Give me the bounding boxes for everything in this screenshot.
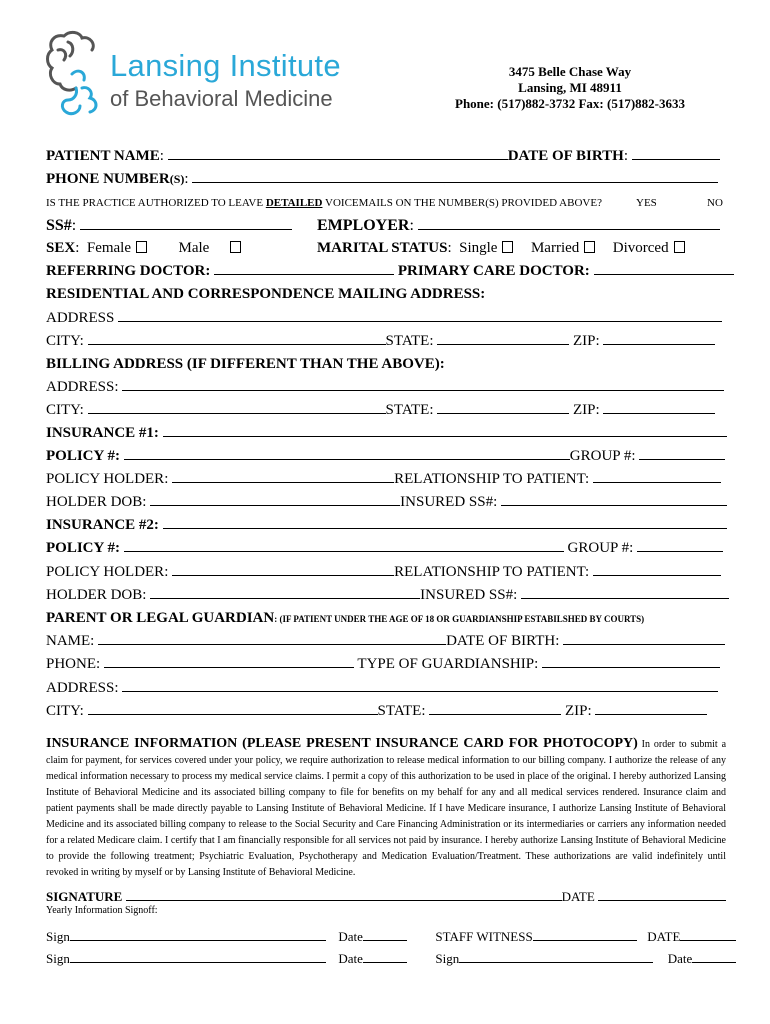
yearly-signoff-label: Yearly Information Signoff: [46,905,158,916]
pcp-label: PRIMARY CARE DOCTOR: [397,263,590,279]
voicemail-question [46,197,602,209]
ins2-insured-ss-field[interactable] [521,598,729,599]
insurance-info-lead: In order to submit a [637,739,727,750]
ins1-relationship-label: RELATIONSHIP TO PATIENT: [394,471,590,487]
divorced-checkbox[interactable] [674,241,685,253]
dob-label: DATE OF BIRTH [507,148,624,164]
signature-field[interactable] [126,900,562,901]
ins1-holder-row [46,471,721,488]
guardian-name-row [46,633,725,650]
ins1-group-field[interactable] [639,459,725,460]
voicemail-text-emphasis: DETAILED [265,197,323,209]
bill-city-label: CITY: [46,402,84,418]
married-label: Married [530,240,580,256]
signature-label: SIGNATURE [46,889,123,904]
ins1-holder-dob-label: HOLDER DOB: [46,494,147,510]
date2-field[interactable] [680,940,736,941]
single-checkbox[interactable] [502,241,513,253]
ins2-holder-field[interactable] [172,575,394,576]
brain-logo-icon [44,28,106,120]
male-checkbox[interactable] [230,241,241,253]
patient-name-field[interactable] [168,159,508,160]
employer-field[interactable] [418,229,720,230]
ss-row: SS#: [46,217,292,235]
res-state-field[interactable] [437,344,569,345]
guardian-name-label: NAME: [46,633,95,649]
residential-heading: RESIDENTIAL AND CORRESPONDENCE MAILING ADDRESS: [46,286,486,302]
address-street: 3475 Belle Chase Way [508,64,632,79]
bill-state-field[interactable] [437,413,569,414]
witness-label: STAFF WITNESS [435,929,533,944]
bill-address-row [46,379,724,396]
employer-label: EMPLOYER [317,217,410,234]
referring-field[interactable] [214,274,394,275]
date1-field[interactable] [363,940,407,941]
date4-field[interactable] [692,962,736,963]
ins1-insured-ss-label: INSURED SS#: [400,494,498,510]
voicemail-text-pre: IS THE PRACTICE AUTHORIZED TO LEAVE [46,197,266,209]
yearly-row-2 [46,951,736,967]
ins2-field[interactable] [163,528,727,529]
guardian-type-field[interactable] [542,667,720,668]
sex-label: SEX [46,240,76,256]
ins2-relationship-field[interactable] [593,575,721,576]
guardian-phone-label: PHONE: [46,656,101,672]
ins2-holder-dob-label: HOLDER DOB: [46,587,147,603]
ins1-holder-label: POLICY HOLDER: [46,471,169,487]
bill-city-field[interactable] [88,413,386,414]
bill-address-label: ADDRESS: [46,379,119,395]
ins1-relationship-field[interactable] [593,482,721,483]
guardian-address-row [46,680,718,697]
ins1-holder-dob-field[interactable] [150,505,400,506]
insurance-info-block [46,736,726,881]
res-city-row [46,333,715,350]
billing-heading: BILLING ADDRESS (IF DIFFERENT THAN THE ABOVE): [46,356,445,372]
phone-label: PHONE NUMBER [46,171,170,187]
guardian-city-field[interactable] [88,714,378,715]
guardian-heading-row [46,610,644,627]
address-phone: Phone: (517)882-3732 Fax: (517)882-3633 [455,96,685,111]
ins2-holder-dob-field[interactable] [150,598,420,599]
phone-row: PHONE NUMBER(S): [46,171,718,188]
ins1-holder-field[interactable] [172,482,394,483]
guardian-note: : (IF PATIENT UNDER THE AGE OF 18 OR GUARDIANSHIP ESTABILSHED BY COURTS) [274,614,645,624]
patient-name-label: PATIENT NAME [46,148,160,164]
bill-zip-field[interactable] [603,413,715,414]
guardian-dob-label: DATE OF BIRTH: [446,633,560,649]
insurance-info-body: claim for payment, for services covered under your policy, we require authorization to release medical information to our billing company. I authorize the release of any medical information necessary to process my medical service claims. I permit a copy of this authorization to be used in place of the original. I hereby authorized Lansing Institute of Behavioral Medicine and its associated billing company to file for benefits on my behalf for any and all medical services rendered. Insurance claim and patient payments shall be made directly payable to Lansing Institute of Behavioral Medicine. If I have Medicare insurance, I authorize Lansing Institute of Behavioral Medicine and its associated billing company to release to the Social Security and Care Financing Administration or its intermediaries or carriers any information needed for a related Medicare claim. I certify that I am financially responsible for all services not paid by insurance. I hereby authorize Lansing Institute of Behavioral Medicine to provide the following treatment; Psychiatric Evaluation, Psychotherapy and Medication Evaluation/Treatment. These authorizations are valid indefinitely until revoked in writing by myself or by Lansing Institute of Behavioral Medicine. [46,755,726,878]
guardian-phone-field[interactable] [104,667,354,668]
ins2-row [46,517,727,534]
pcp-field[interactable] [594,274,734,275]
referring-label: REFERRING DOCTOR: [46,263,211,279]
ins2-relationship-label: RELATIONSHIP TO PATIENT: [394,564,590,580]
date3-label: Date [338,951,363,966]
guardian-dob-field[interactable] [563,644,725,645]
bill-city-row [46,402,715,419]
yearly-row-1 [46,929,736,945]
marital-row: MARITAL STATUS: Single Married Divorced [317,240,685,257]
guardian-name-field[interactable] [98,644,446,645]
male-label: Male [178,240,210,256]
guardian-city-label: CITY: [46,703,84,719]
phone-suffix: (S) [169,172,185,186]
ins2-dob-row [46,587,729,604]
guardian-zip-field[interactable] [595,714,707,715]
res-address-row [46,310,722,327]
practice-address [440,64,700,112]
ins1-label: INSURANCE #1: [46,425,159,441]
guardian-zip-label: ZIP: [565,703,592,719]
sign2-label: Sign [46,951,70,966]
ins2-holder-label: POLICY HOLDER: [46,564,169,580]
insurance-info-heading: INSURANCE INFORMATION (PLEASE PRESENT INSURANCE CARD FOR PHOTOCOPY) [46,736,638,751]
signature-date-label: DATE [561,889,595,904]
ins1-dob-row [46,494,727,511]
sign3-label: Sign [435,951,460,966]
bill-address-field[interactable] [122,390,724,391]
sign2-field[interactable] [70,962,326,963]
single-label: Single [459,240,498,256]
date3-field[interactable] [363,962,407,963]
ins1-policy-label: POLICY #: [46,448,121,464]
ins2-holder-row [46,564,721,581]
ins2-policy-label: POLICY #: [46,540,121,556]
ins2-group-field[interactable] [637,551,723,552]
sign1-label: Sign [46,929,70,944]
guardian-city-row [46,703,707,720]
voicemail-yes[interactable]: YES [636,197,657,209]
logo-subtitle: of Behavioral Medicine [110,86,333,111]
res-city-field[interactable] [88,344,386,345]
guardian-heading: PARENT OR LEGAL GUARDIAN [46,610,275,626]
guardian-state-label: STATE: [377,703,426,719]
patient-name-row: PATIENT NAME: DATE OF BIRTH: [46,148,720,165]
voicemail-no[interactable]: NO [707,197,723,209]
ss-label: SS# [46,217,72,234]
divorced-label: Divorced [612,240,669,256]
bill-state-label: STATE: [385,402,434,418]
res-zip-field[interactable] [603,344,715,345]
ins2-policy-field[interactable] [124,551,564,552]
res-address-label: ADDRESS [46,310,115,326]
female-checkbox[interactable] [136,241,147,253]
guardian-phone-row [46,656,720,673]
ins1-row [46,425,727,442]
res-address-field[interactable] [118,321,722,322]
ins2-label: INSURANCE #2: [46,517,159,533]
ins1-field[interactable] [163,436,727,437]
marital-label: MARITAL STATUS [317,240,448,256]
date2-label: DATE [647,929,681,944]
married-checkbox[interactable] [584,241,595,253]
date4-label: Date [667,951,693,966]
ins1-policy-row [46,448,725,465]
guardian-address-field[interactable] [122,691,718,692]
ins1-insured-ss-field[interactable] [501,505,727,506]
sign1-field[interactable] [70,940,326,941]
employer-row: EMPLOYER: [317,217,720,235]
bill-zip-label: ZIP: [573,402,600,418]
guardian-address-label: ADDRESS: [46,680,119,696]
sign3-field[interactable] [459,962,653,963]
res-city-label: CITY: [46,333,84,349]
ins1-policy-field[interactable] [124,459,570,460]
doctors-row [46,263,734,280]
ins2-group-label: GROUP #: [567,540,634,556]
sex-row: SEX: Female Male [46,240,241,257]
address-city: Lansing, MI 48911 [518,80,622,95]
ins2-policy-row [46,540,723,557]
signature-date-field[interactable] [598,900,726,901]
ins2-insured-ss-label: INSURED SS#: [420,587,518,603]
logo-title: Lansing Institute [110,48,341,83]
voicemail-text-post: VOICEMAILS ON THE NUMBER(S) PROVIDED ABOVE? [322,197,602,209]
female-label: Female [86,240,132,256]
ss-field[interactable] [80,229,292,230]
phone-field[interactable] [192,182,718,183]
dob-field[interactable] [632,159,720,160]
res-zip-label: ZIP: [573,333,600,349]
witness-field[interactable] [533,940,637,941]
ins1-group-label: GROUP #: [569,448,636,464]
signature-row [46,889,726,905]
guardian-type-label: TYPE OF GUARDIANSHIP: [357,656,539,672]
res-state-label: STATE: [385,333,434,349]
guardian-state-field[interactable] [429,714,561,715]
date1-label: Date [338,929,363,944]
